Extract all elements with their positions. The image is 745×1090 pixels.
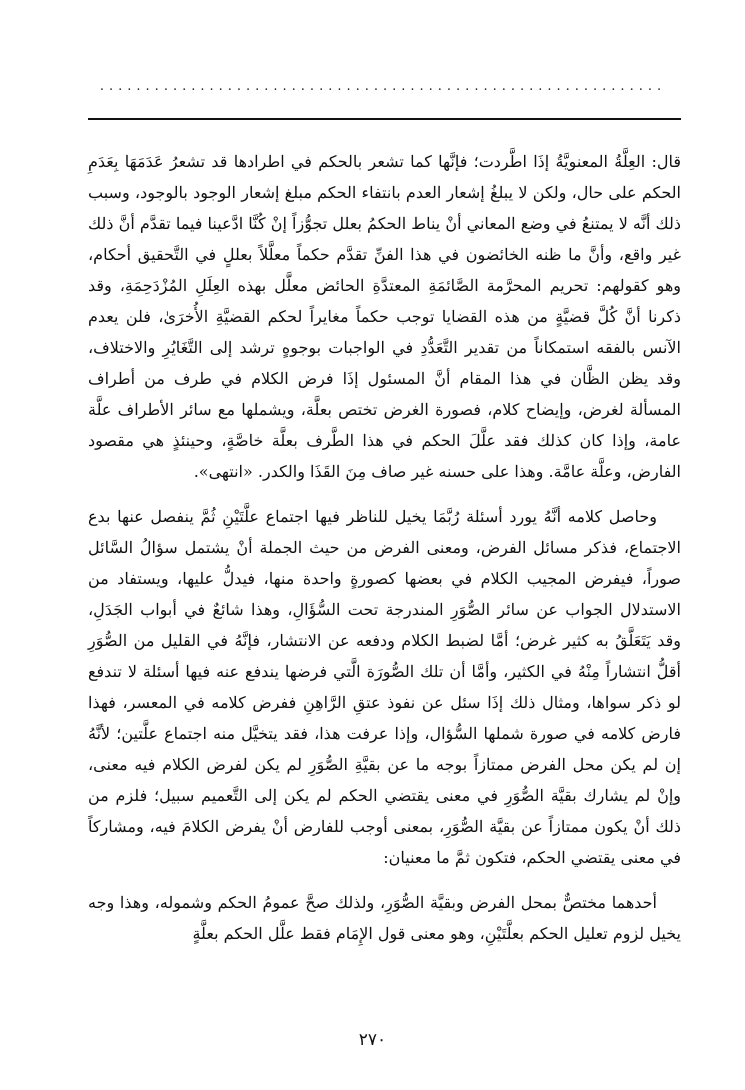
paragraph-2: وحاصل كلامه أنَّهُ يورد أسئلة رُبَّمَا يخيل للناظر فيها اجتماع علَّتَيْنِ ثُمَّ ينفصل عنها بدع الاجتماع، فذكر مسائل الفرض، ومعنى الفرض من حيث الجملة أنْ يشتمل سؤالُ السَّائل صوراً، فيفرض المجيب الكلام في بعضها كصورةٍ واحدة منها، فيدلُّ عليها، ويستفاد من الاستدلال الجواب عن سائر الصُّوَرِ المندرجة تحت السُّؤَالِ، وهذا شائعٌ في أبواب الجَدَلِ، وقد يَتَعَلَّقُ به كثير غرض؛ أمَّا لضبط الكلام ودفعه عن الانتشار، فإنَّهُ في القليل من الصُّوَرِ أقلُّ انتشاراً مِنْهُ في الكثير، وأمَّا أن تلك الصُّورَة الَّتي فرضها يندفع عنه فيها أسئلة لا تندفع لو ذكر سواها، ومثال ذلك إذَا سئل عن نفوذ عتقِ الرَّاهِنِ ففرض كلامه في المعسر، فهذا فارض كلامه في صورة شملها السُّؤال، وإذا عرفت هذا، فقد يتخيَّل منه اجتماع علَّتين؛ لأنَّهُ إن لم يكن محل الفرض ممتازاً بوجه ما عن بقيَّةِ الصُّوَرِ لم يكن لفرض الكلام فيه معنى، وإنْ لم يشارك بقيَّة الصُّوَرِ في معنى يقتضي الحكم لم يكن إلى التَّعميم سبيل؛ فلزم من ذلك أنْ يكون ممتازاً عن بقيَّة الصُّوَرِ، بمعنى أوجب للفارض أنْ يفرض الكلامَ فيه، ومشاركاً في معنى يقتضي الحكم، فتكون ثمَّ ما معنيان: xyxy=(88,507,682,867)
paragraph-3: أحدهما مختصٌّ بمحل الفرض وبقيَّة الصُّوَرِ، ولذلك صحَّ عمومُ الحكم وشموله، وهذا وجه يخيل لزوم تعليل الحكم بعلَّتَيْنِ، وهو معنى قول الإِمَام فقط علَّل الحكم بعلَّةٍ xyxy=(88,893,681,943)
header-dotted-line: .............................................................. xyxy=(99,80,667,94)
page-body xyxy=(88,146,681,963)
paragraph-1: قال: العِلَّةُ المعنويَّةُ إذَا اطَّردت؛ فإنَّها كما تشعر بالحكم في اطرادها قد تشعرُ عَدَمَهَا بِعَدَمِ الحكم على حال، ولكن لا يبلغُ إشعار العدم بانتفاء الحكم مبلغ إشعار الوجود بالوجود، وسبب ذلك أنَّه لا يمتنعُ في وضع المعاني أنْ يناط الحكمُ بعلل تجوُّزاً إنْ كُنَّا ادَّعينا فيما تقدَّم أنَّ ذلك غير واقع، وأنَّ ما ظنه الخائضون في هذا الفنِّ تقدَّم حكماً معلَّلاً بعللٍ في التَّحقيق أحكام، وهو كقولهم: تحريم المحرَّمة الصَّائمَةِ المعتدَّةِ الحائض معلَّل بهذه العِلَلِ المُزْدَحِمَةِ، وقد ذكرنا أنَّ كُلَّ قضيَّةٍ من هذه القضايا توجب حكماً مغايراً لحكم القضيَّةِ الأُخرَىٰ، فلن يعدم الآنس بالفقه استمكاناً من تقدير التَّعَدُّدِ في الواجبات بوجوهٍ ترشد إلى التَّغَايُرِ والاختلاف، وقد يظن الظَّان في هذا المقام أنَّ المسئول إذَا فرض الكلام في طرف من أطراف المسألة لغرض، وإيضاح كلام، فصورة الغرض تختص بعلَّة، ويشملها مع سائر الأطراف علَّة عامة، وإذا كان كذلك فقد علَّلَ الحكم في هذا الطَّرف بعلَّة خاصَّةٍ، وحينئذٍ هي مقصود الفارض، وعلَّة عامَّة. وهذا على حسنه غير صاف مِنَ القَذَا والكدر. «انتهى». xyxy=(88,152,682,481)
page-number: ٢٧٠ xyxy=(358,1030,387,1050)
header-rule xyxy=(88,118,681,120)
